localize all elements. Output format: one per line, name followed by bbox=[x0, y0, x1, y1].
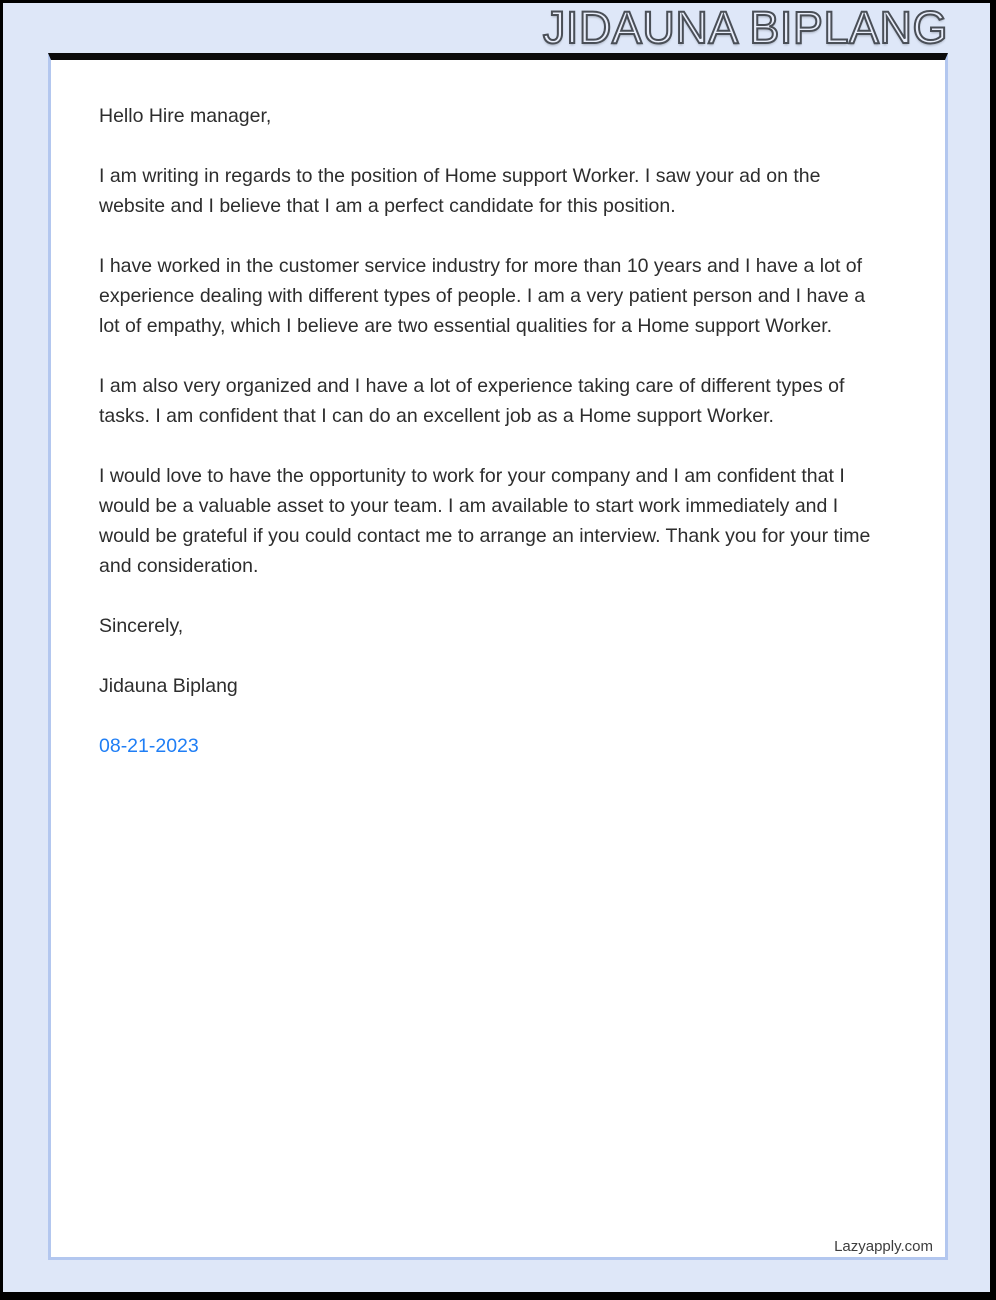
signature-name: Jidauna Biplang bbox=[99, 675, 238, 697]
letter-date-link[interactable]: 08-21-2023 bbox=[99, 735, 199, 757]
letter-greeting: Hello Hire manager, bbox=[99, 105, 272, 127]
cover-letter-body bbox=[51, 60, 945, 761]
letter-paragraph: I would love to have the opportunity to work for your company and I am confident that I would be a valuable asset to your team. I am available to start work immediately and I would be grateful if you could contact me to arrange an interview. Thank you for your time and consideration. bbox=[99, 465, 871, 577]
letter-closing: Sincerely, bbox=[99, 615, 184, 637]
applicant-name-heading: JIDAUNA BIPLANG bbox=[542, 2, 948, 53]
letter-paragraph: I am also very organized and I have a lot of experience taking care of different types of tasks. I am confident that I can do an excellent job as a Home support Worker. bbox=[99, 375, 845, 427]
page-header bbox=[48, 3, 948, 53]
lazyapply-watermark: Lazyapply.com bbox=[834, 1238, 933, 1255]
letter-sheet bbox=[48, 53, 948, 1260]
letter-paragraph: I have worked in the customer service industry for more than 10 years and I have a lot of experience dealing with different types of people. I am a very patient person and I have a lot of empathy, which I believe are two essential qualities for a Home support Worker. bbox=[99, 255, 866, 337]
letter-paragraph: I am writing in regards to the position of Home support Worker. I saw your ad on the website and I believe that I am a perfect candidate for this position. bbox=[99, 165, 821, 217]
